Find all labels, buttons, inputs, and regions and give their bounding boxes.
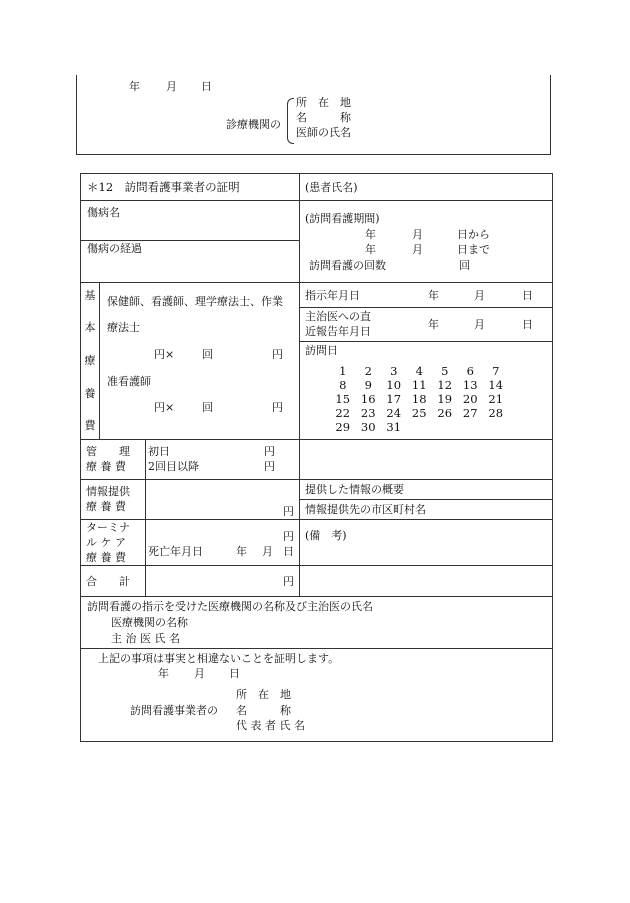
- calendar-day[interactable]: 28: [488, 406, 504, 420]
- nurse-yen: 円: [272, 348, 283, 361]
- instruction-day: 日: [522, 289, 533, 302]
- calendar-day[interactable]: 15: [335, 392, 351, 406]
- instruction-month: 月: [474, 289, 485, 302]
- calendar-day[interactable]: 5: [441, 364, 449, 378]
- death-day: 日: [283, 545, 294, 558]
- calendar-day[interactable]: 10: [386, 378, 402, 392]
- form-line-basic-top: [80, 282, 552, 283]
- report-date-line2: 近報告年月日: [305, 325, 371, 338]
- info-label-1: 情報提供: [86, 485, 130, 498]
- form-line-terminal-top: [80, 519, 552, 520]
- calendar-day[interactable]: 18: [411, 392, 427, 406]
- provider-name-label: 名 称: [236, 704, 291, 717]
- top-date-year: 年: [129, 80, 140, 93]
- form-line-heading: [80, 200, 552, 201]
- mgmt-label-2: 療 養 費: [86, 460, 126, 473]
- nurse-times-unit: 回: [202, 348, 213, 361]
- death-year: 年: [236, 545, 247, 558]
- calendar-day[interactable]: 27: [462, 406, 478, 420]
- calendar-day[interactable]: 19: [437, 392, 453, 406]
- period-to-day: 日まで: [457, 243, 490, 256]
- calendar-day[interactable]: 3: [390, 364, 398, 378]
- form-line-info-right-mid: [299, 499, 552, 500]
- assoc-times-unit: 回: [202, 401, 213, 414]
- calendar-day[interactable]: 21: [488, 392, 504, 406]
- basic-fee-char-3: 養: [84, 387, 96, 400]
- form-line-info-top: [80, 479, 552, 480]
- top-institution-label: 診療機関の: [226, 118, 281, 131]
- calendar-row: [330, 364, 509, 378]
- calendar-day[interactable]: 30: [360, 420, 376, 434]
- period-from-month: 月: [412, 228, 423, 241]
- certify-statement: 上記の事項は事実と相違ないことを証明します。: [98, 652, 340, 665]
- period-to-year: 年: [365, 243, 376, 256]
- death-month: 月: [262, 545, 273, 558]
- top-address-label: 所 在 地: [296, 96, 351, 109]
- disease-course-label: 傷病の経過: [87, 242, 142, 255]
- total-label: 合 計: [86, 575, 130, 588]
- cert-date-month: 月: [194, 667, 205, 680]
- terminal-label-2: ル ケ ア: [86, 536, 126, 549]
- terminal-label-1: ターミナ: [86, 521, 130, 534]
- terminal-label-3: 療 養 費: [86, 551, 126, 564]
- calendar-day[interactable]: 16: [360, 392, 376, 406]
- top-doctor-label: 医師の氏名: [296, 126, 351, 139]
- top-date-day: 日: [201, 80, 212, 93]
- assoc-yen: 円: [272, 401, 283, 414]
- total-yen: 円: [283, 575, 294, 588]
- death-date-label: 死亡年月日: [148, 545, 203, 558]
- attending-doctor-label: 主 治 医 氏 名: [111, 632, 180, 645]
- top-box-left-border: [76, 75, 77, 154]
- remarks-label: (備 考): [305, 529, 347, 542]
- calendar-day[interactable]: 14: [488, 378, 504, 392]
- basic-fee-char-2: 療: [84, 354, 96, 367]
- instruction-inst-label: 訪問看護の指示を受けた医療機関の名称及び主治医の氏名: [87, 600, 373, 613]
- terminal-yen: 円: [283, 530, 294, 543]
- form-line-instruction-bottom: [80, 648, 552, 649]
- nurse-types-line2: 療法士: [107, 321, 140, 334]
- assoc-nurse-label: 准看護師: [107, 375, 151, 388]
- form-line-disease-left: [80, 240, 299, 241]
- top-name-label: 名 称: [296, 111, 351, 124]
- form-col-divider: [299, 173, 300, 596]
- calendar-day[interactable]: 4: [415, 364, 423, 378]
- calendar-day[interactable]: 13: [462, 378, 478, 392]
- form-fee-label-divider: [145, 439, 146, 596]
- report-day: 日: [522, 318, 533, 331]
- calendar-day[interactable]: 1: [339, 364, 347, 378]
- second-day-yen: 円: [264, 460, 275, 473]
- calendar-day[interactable]: 23: [360, 406, 376, 420]
- form-line-mgmt-top: [80, 439, 552, 440]
- instruction-year: 年: [428, 289, 439, 302]
- report-date-line1: 主治医への直: [305, 310, 371, 323]
- form-line-right-instruction: [299, 307, 552, 308]
- calendar-day[interactable]: 24: [386, 406, 402, 420]
- calendar-day[interactable]: 8: [339, 378, 347, 392]
- calendar-day[interactable]: 11: [411, 378, 427, 392]
- form-line-total-top: [80, 565, 552, 566]
- provider-address-label: 所 在 地: [236, 688, 291, 701]
- form-line-right-report: [299, 341, 552, 342]
- visit-calendar: [330, 364, 509, 434]
- instruction-date-label: 指示年月日: [305, 289, 360, 302]
- period-from-day: 日から: [457, 228, 490, 241]
- report-month: 月: [474, 318, 485, 331]
- calendar-day[interactable]: 22: [335, 406, 351, 420]
- patient-name-label: (患者氏名): [305, 181, 358, 194]
- nurse-yen-times: 円×: [154, 348, 175, 361]
- med-inst-name-label: 医療機関の名称: [111, 616, 188, 629]
- calendar-day[interactable]: 6: [466, 364, 474, 378]
- first-day-label: 初日: [148, 445, 170, 458]
- calendar-day[interactable]: 31: [386, 420, 402, 434]
- form-line-total-bottom: [80, 596, 552, 597]
- info-city-label: 情報提供先の市区町村名: [305, 503, 426, 516]
- info-yen: 円: [283, 505, 294, 518]
- calendar-day[interactable]: 7: [492, 364, 500, 378]
- top-box-right-border: [550, 75, 551, 154]
- basic-fee-char-1: 本: [84, 321, 96, 334]
- cert-date-year: 年: [158, 667, 169, 680]
- form-basic-label-divider: [99, 282, 100, 439]
- calendar-day[interactable]: 12: [437, 378, 453, 392]
- form-heading: ＊12 訪問看護事業者の証明: [87, 180, 240, 194]
- period-from-year: 年: [365, 228, 376, 241]
- provider-label: 訪問看護事業者の: [130, 704, 218, 717]
- second-day-label: 2回目以降: [148, 460, 199, 473]
- calendar-day[interactable]: 25: [411, 406, 427, 420]
- period-to-month: 月: [412, 243, 423, 256]
- visit-days-label: 訪問日: [305, 344, 338, 357]
- visit-period-label: (訪問看護期間): [305, 212, 380, 225]
- info-label-2: 療 養 費: [86, 500, 126, 513]
- top-box-bottom-border: [76, 154, 551, 155]
- first-day-yen: 円: [264, 445, 275, 458]
- basic-fee-char-4: 費: [84, 419, 96, 432]
- info-summary-label: 提供した情報の概要: [305, 483, 404, 496]
- assoc-yen-times: 円×: [154, 401, 175, 414]
- representative-label: 代 表 者 氏 名: [236, 719, 305, 732]
- calendar-day[interactable]: 29: [335, 420, 351, 434]
- top-date-month: 月: [166, 80, 177, 93]
- calendar-row: [330, 420, 509, 434]
- mgmt-label-1: 管 理: [86, 445, 130, 458]
- disease-name-label: 傷病名: [87, 206, 120, 219]
- nurse-types-line1: 保健師、看護師、理学療法士、作業: [107, 295, 283, 308]
- visit-count-label: 訪問看護の回数: [309, 259, 386, 272]
- visit-count-unit: 回: [459, 259, 470, 272]
- report-year: 年: [428, 318, 439, 331]
- basic-fee-char-0: 基: [84, 289, 96, 302]
- cert-date-day: 日: [229, 667, 240, 680]
- calendar-row: [330, 406, 509, 420]
- calendar-day[interactable]: 26: [437, 406, 453, 420]
- calendar-day[interactable]: 17: [386, 392, 402, 406]
- top-brace: [287, 98, 294, 144]
- calendar-row: [330, 378, 509, 392]
- calendar-row: [330, 392, 509, 406]
- calendar-day[interactable]: 2: [364, 364, 372, 378]
- calendar-day[interactable]: 9: [364, 378, 372, 392]
- calendar-day[interactable]: 20: [462, 392, 478, 406]
